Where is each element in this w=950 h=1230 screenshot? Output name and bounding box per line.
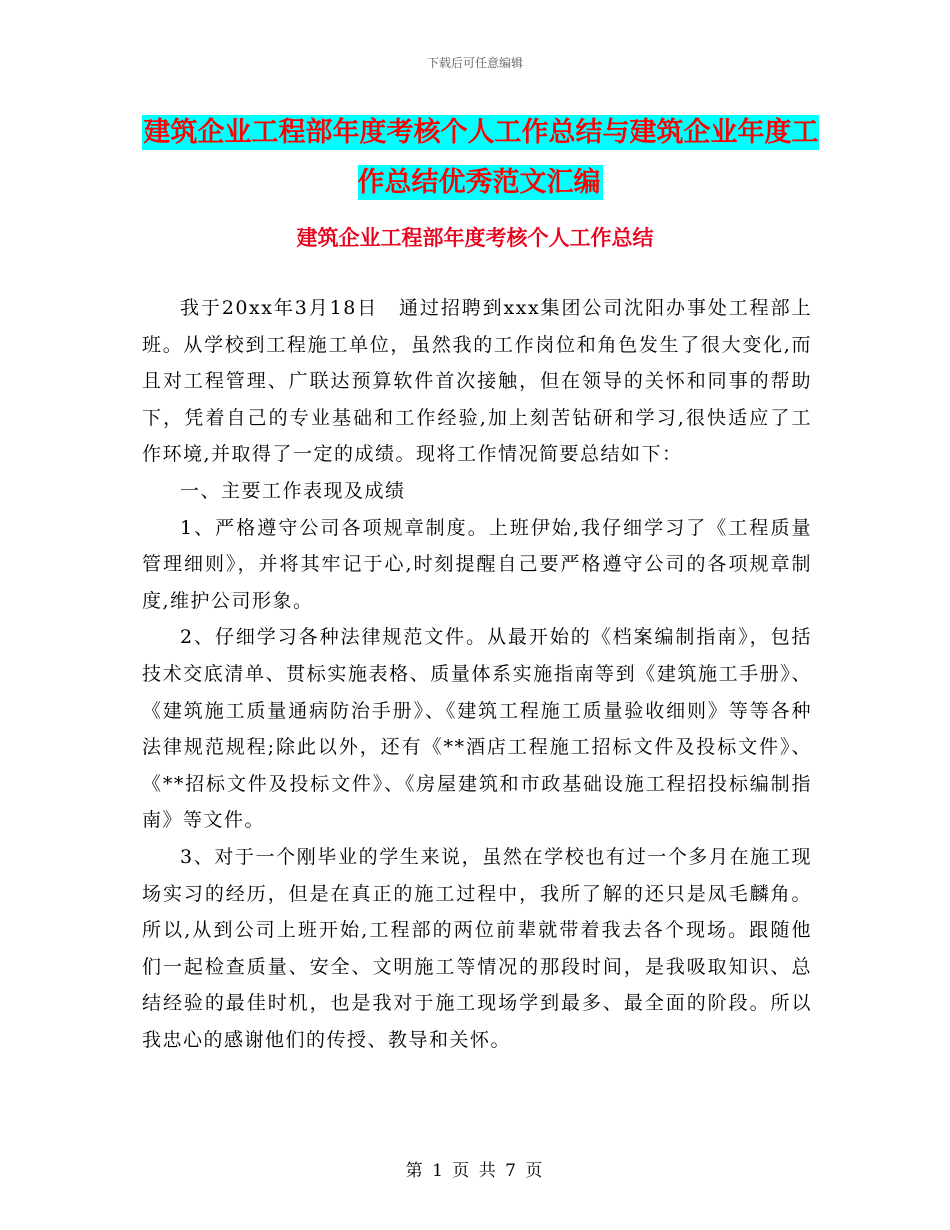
header-note: 下载后可任意编辑: [426, 56, 523, 70]
main-title: [140, 108, 820, 208]
paragraph-item-3: 3、对于一个刚毕业的学生来说，虽然在学校也有过一个多月在施工现场实习的经历，但是在真正的施工过程中，我所了解的还只是凤毛麟角。所以,从到公司上班开始,工程部的两位前辈就带着我去各个现场。跟随他们一起检查质量、安全、文明施工等情况的那段时间，是我吸取知识、总结经验的最佳时机，也是我对于施工现场学到最多、最全面的阶段。所以我忠心的感谢他们的传授、教导和关怀。: [142, 845, 812, 1051]
main-title-text: 建筑企业工程部年度考核个人工作总结与建筑企业年度工作总结优秀范文汇编: [143, 117, 819, 198]
section-title: 建筑企业工程部年度考核个人工作总结: [296, 225, 654, 250]
page-number: 第 1 页 共 7 页: [405, 1161, 545, 1181]
paragraph-item-2: 2、仔细学习各种法律规范文件。从最开始的《档案编制指南》，包括技术交底清单、贯标实施表格、质量体系实施指南等到《建筑施工手册》、《建筑施工质量通病防治手册》、《建筑工程施工质量验收细则》等等各种法律规范规程;除此以外，还有《**酒店工程施工招标文件及投标文件》、《**招标文件及投标文件》、《房屋建筑和市政基础设施工程招投标编制指南》等文件。: [142, 626, 812, 832]
paragraph-item-1: 1、严格遵守公司各项规章制度。上班伊始,我仔细学习了《工程质量管理细则》，并将其牢记于心,时刻提醒自己要严格遵守公司的各项规章制度,维护公司形象。: [142, 516, 812, 612]
paragraph-intro: 我于20xx年3月18日 通过招聘到xxx集团公司沈阳办事处工程部上班。从学校到工程施工单位，虽然我的工作岗位和角色发生了很大变化,而且对工程管理、广联达预算软件首次接触，但在领导的关怀和同事的帮助下，凭着自己的专业基础和工作经验,加上刻苦钻研和学习,很快适应了工作环境,并取得了一定的成绩。现将工作情况简要总结如下：: [142, 297, 812, 466]
paragraph-heading-main-work: 一、主要工作表现及成绩: [180, 479, 406, 502]
body-text: [142, 290, 812, 1058]
